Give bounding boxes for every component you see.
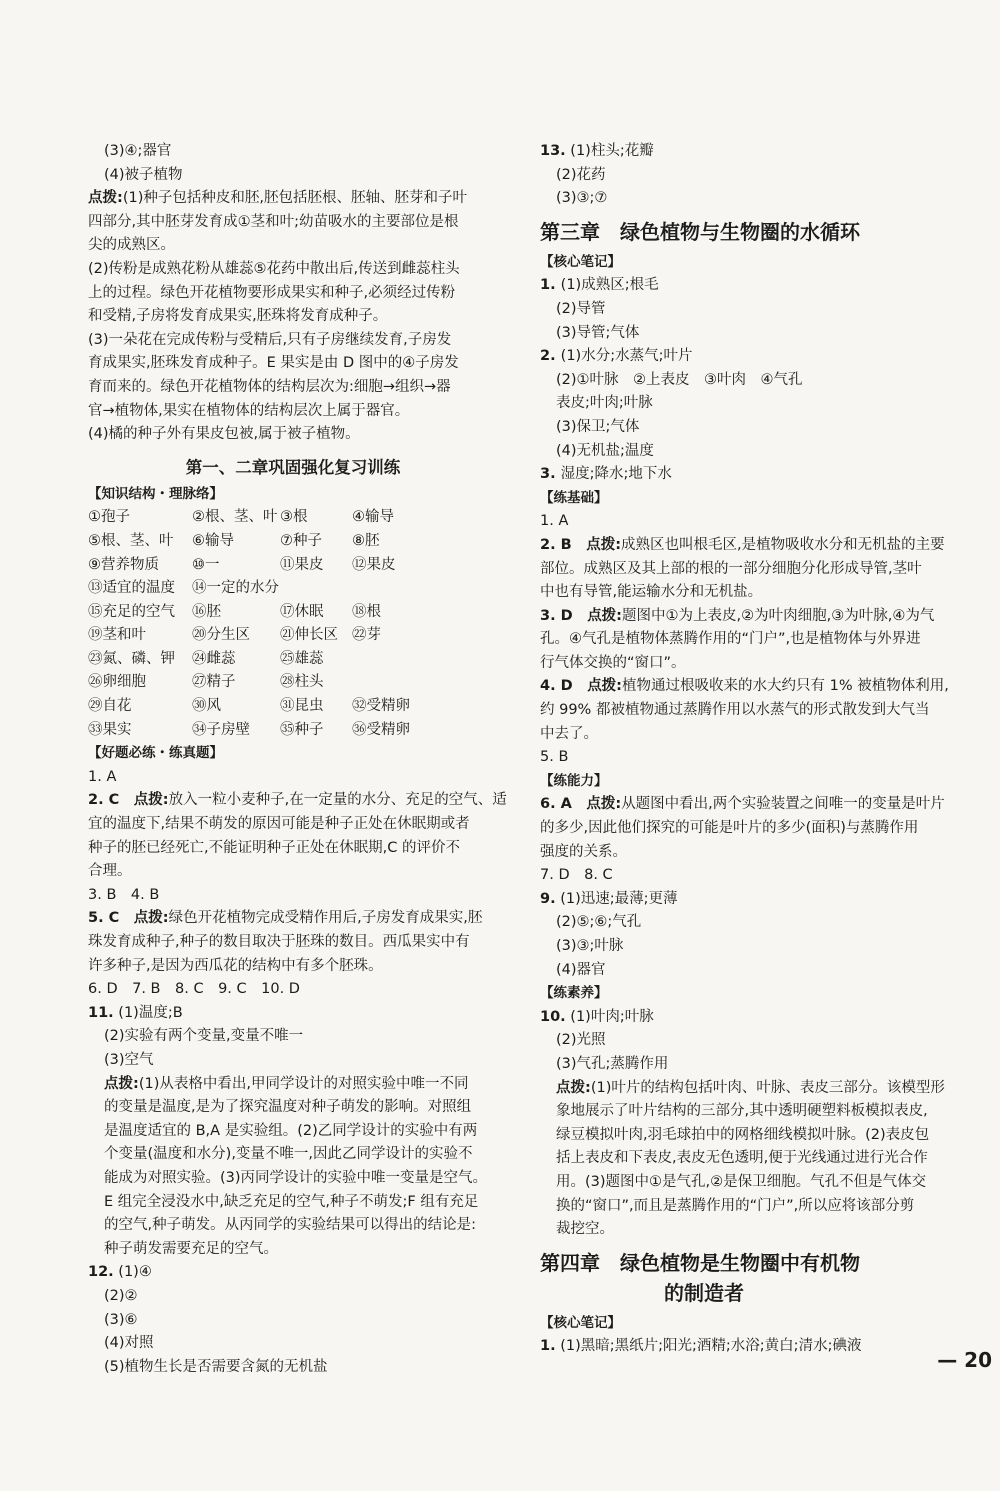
b2-line: 中也有导管,能运输水分和无机盐。: [540, 584, 763, 601]
q2-continuation: [88, 813, 498, 884]
chapter4-title-line2: 的制造者: [664, 1280, 744, 1305]
s10-line: 绿豆模拟叶肉,羽毛球拍中的网格细线模拟叶脉。(2)表皮包: [556, 1126, 930, 1143]
answer-s10: [540, 1006, 950, 1030]
section-title: 第一、二章巩固强化复习训练: [185, 457, 401, 477]
knowledge-cell: ㉘柱头: [280, 674, 324, 691]
tip-line: 育而来的。绿色开花植物体的结构层次为:细胞→组织→器: [88, 378, 451, 395]
core-note-text: (2)导管: [556, 300, 606, 317]
answer-line: (4)被子植物: [104, 166, 183, 183]
q11-num: 11.: [88, 1004, 114, 1021]
tag-literacy: 【练素养】: [540, 985, 608, 1002]
core-note-line: [540, 274, 950, 298]
core-note-line: [540, 298, 950, 322]
s10-line: 换的“窗口”,而且是蒸腾作用的“门户”,所以应将该部分剪: [556, 1197, 915, 1214]
a6-line: 的多少,因此他们探究的可能是叶片的多少(面积)与蒸腾作用: [540, 820, 919, 837]
q11-tip: [88, 1073, 498, 1097]
a9-first: (1)迅速;最薄;更薄: [560, 890, 678, 907]
b2-text: 成熟区也叫根毛区,是植物吸收水分和无机盐的主要: [621, 536, 945, 553]
knowledge-cell: ㉑伸长区: [280, 627, 338, 644]
q11-line: E 组完全浸没水中,缺乏充足的空气,种子不萌发;F 组有充足: [104, 1193, 479, 1210]
b3-continuation: [540, 628, 950, 675]
q13-item: (2)花药: [556, 166, 606, 183]
s10-line: 象地展示了叶片结构的三部分,其中透明硬塑料板模拟表皮,: [556, 1103, 928, 1120]
knowledge-cell: ⑦种子: [280, 532, 322, 549]
q5-text: 绿色开花植物完成受精作用后,子房发育成果实,胚: [168, 910, 483, 927]
knowledge-cell: ㉟种子: [280, 721, 324, 738]
knowledge-cell: ⑬适宜的温度: [88, 580, 175, 597]
knowledge-cell: ⑨营养物质: [88, 556, 159, 573]
b4-line: 约 99% 都被植物通过蒸腾作用以水蒸气的形式散发到大气当: [540, 702, 930, 719]
knowledge-cell: ⑳分生区: [192, 627, 250, 644]
q12-item: (5)植物生长是否需要含氮的无机盐: [104, 1358, 328, 1375]
b3-line: 行气体交换的“窗口”。: [540, 654, 686, 671]
core-note-text: (1)水分;水蒸气;叶片: [560, 348, 693, 365]
answer-q3-4: 3. B 4. B: [88, 886, 160, 903]
chapter3-title: 第三章 绿色植物与生物圈的水循环: [540, 219, 860, 244]
core-note-line: [540, 416, 950, 440]
b2-label: 点拨:: [586, 536, 622, 553]
knowledge-cell: ②根、茎、叶: [192, 509, 278, 526]
tag-basic: 【练基础】: [540, 489, 608, 506]
knowledge-cell: ⑱根: [352, 603, 381, 620]
s10-line: 括上表皮和下表皮,表皮无色透明,便于光线通过进行光合作: [556, 1150, 928, 1167]
b2-line: 部位。成熟区及其上部的根的一部分细胞分化形成导管,茎叶: [540, 560, 922, 577]
q11-first: (1)温度;B: [118, 1004, 183, 1021]
core-note-text: 表皮;叶肉;叶脉: [556, 395, 653, 412]
q13-item: (3)③;⑦: [556, 190, 608, 207]
q11-items: [88, 1025, 498, 1072]
s10-line: 用。(3)题图中①是气孔,②是保卫细胞。气孔不但是气体交: [556, 1173, 927, 1190]
q11-continuation: [88, 1096, 498, 1261]
core-note-line: [540, 463, 950, 487]
knowledge-row: [88, 577, 498, 601]
core-note-num: 3.: [540, 466, 561, 483]
tag-core2: 【核心笔记】: [540, 1314, 621, 1331]
knowledge-cell: ③根: [280, 509, 308, 526]
tip-line: (4)橘的种子外有果皮包被,属于被子植物。: [88, 426, 360, 443]
answer-b3: [540, 605, 950, 629]
knowledge-cell: ㉒芽: [352, 627, 381, 644]
q11-line: 个变量(温度和水分),变量不唯一,因此乙同学设计的实验不: [104, 1146, 473, 1163]
q12-item: (2)②: [104, 1287, 138, 1304]
knowledge-cell: ㉚风: [192, 698, 221, 715]
a6-continuation: [540, 817, 950, 864]
answer-q13: [540, 140, 950, 164]
tip-line: 上的过程。绿色开花植物要形成果实和种子,必须经过传粉: [88, 284, 456, 301]
answer-b5: 5. B: [540, 749, 569, 766]
core-note-text: (4)无机盐;温度: [556, 442, 654, 459]
a6-text: 从题图中看出,两个实验装置之间唯一的变量是叶片: [621, 796, 945, 813]
knowledge-cell: ㉝果实: [88, 721, 132, 738]
core-note-line: [540, 440, 950, 464]
q5-continuation: [88, 931, 498, 978]
b3-label: 点拨:: [587, 607, 622, 624]
s10-first: (1)叶肉;叶脉: [570, 1008, 654, 1025]
b4-label: 点拨:: [587, 678, 622, 695]
tip-label: 点拨:: [88, 190, 123, 207]
core-notes: [540, 274, 950, 486]
answer-line: (3)④;器官: [104, 143, 172, 159]
q11-line: 种子萌发需要充足的空气。: [104, 1240, 278, 1257]
q2-line: 宜的温度下,结果不萌发的原因可能是种子正处在休眠期或者: [88, 816, 470, 833]
q11-line: 的变量是温度,是为了探究温度对种子萌发的影响。对照组: [104, 1099, 472, 1116]
tag-practice: 【好题必练・练真题】: [88, 745, 223, 762]
right-column: [540, 140, 950, 1359]
knowledge-cell: ㉖卵细胞: [88, 674, 146, 691]
left-column: [88, 140, 507, 1379]
tip-line: [88, 187, 498, 211]
knowledge-cell: ㉛昆虫: [280, 698, 324, 715]
answer-a9: [540, 888, 950, 912]
s10-text: (1)叶片的结构包括叶肉、叶脉、表皮三部分。该模型形: [590, 1079, 945, 1096]
q11-item: (3)空气: [104, 1051, 154, 1068]
tag-core: 【核心笔记】: [540, 253, 621, 270]
q5-label: 点拨:: [133, 910, 169, 927]
q13-items: [540, 164, 950, 211]
a9-num: 9.: [540, 890, 556, 907]
b3-text: 题图中①为上表皮,②为叶肉细胞,③为叶脉,④为气: [622, 607, 935, 624]
core-note-text: 湿度;降水;地下水: [560, 466, 672, 483]
b2-continuation: [540, 558, 950, 605]
tag-ability: 【练能力】: [540, 772, 608, 789]
answer-q11: [88, 1002, 498, 1026]
b3-num: 3. D: [540, 607, 573, 624]
q5-line: 许多种子,是因为西瓜花的结构中有多个胚珠。: [88, 957, 383, 974]
a6-line: 强度的关系。: [540, 843, 627, 860]
tip-continuation: [88, 211, 498, 447]
q11-text: (1)从表格中看出,甲同学设计的对照实验中唯一不同: [138, 1075, 469, 1092]
answer-q2: [88, 789, 507, 813]
core-note-line: [540, 369, 950, 393]
q13-num: 13.: [540, 143, 566, 159]
q2-text: 放入一粒小麦种子,在一定量的水分、充足的空气、适: [168, 792, 507, 809]
q12-num: 12.: [88, 1264, 114, 1281]
knowledge-cell: ㉕雄蕊: [280, 650, 324, 667]
knowledge-cell: ㉞子房壁: [192, 721, 250, 738]
answer-q1: 1. A: [88, 768, 117, 785]
core-note-line: [540, 392, 950, 416]
a9-items: [540, 911, 950, 982]
knowledge-cell: ⑤根、茎、叶: [88, 532, 174, 549]
knowledge-cell: ㊱受精卵: [352, 721, 410, 738]
q11-item: (2)实验有两个变量,变量不唯一: [104, 1028, 304, 1045]
a9-item: (4)器官: [556, 961, 606, 978]
q12-items: [88, 1285, 498, 1379]
knowledge-cell: ⑧胚: [352, 532, 380, 549]
c1-num: 1.: [540, 1338, 556, 1355]
q12-first: (1)④: [118, 1264, 152, 1281]
knowledge-row: [88, 648, 498, 672]
answer-b2: [540, 534, 950, 558]
q2-line: 种子的胚已经死亡,不能证明种子正处在休眠期,C 的评价不: [88, 839, 460, 856]
s10-line: 裁挖空。: [556, 1221, 614, 1238]
answer-q5: [88, 907, 498, 931]
knowledge-cell: ④输导: [352, 509, 394, 526]
knowledge-cell: ㉜受精卵: [352, 698, 410, 715]
a9-item: (2)⑤;⑥;气孔: [556, 914, 642, 931]
knowledge-cell: ㉙自花: [88, 698, 132, 715]
answer-q6-10: 6. D 7. B 8. C 9. C 10. D: [88, 981, 300, 998]
answer-b1: 1. A: [540, 513, 569, 530]
tip-line: (3)一朵花在完成传粉与受精后,只有子房继续发育,子房发: [88, 331, 452, 348]
knowledge-cell: ㉓氮、磷、钾: [88, 650, 175, 667]
answer-c1: [540, 1335, 950, 1359]
knowledge-cell: ⑥输导: [192, 532, 234, 549]
core-note-text: (3)保卫;气体: [556, 418, 640, 435]
tip-line: 尖的成熟区。: [88, 237, 175, 254]
knowledge-cell: ㉔雌蕊: [192, 650, 236, 667]
s10-items: [540, 1029, 950, 1076]
knowledge-cell: ⑰休眠: [280, 603, 324, 620]
knowledge-cell: ⑭一定的水分: [192, 580, 279, 597]
chapter4-title-line1: 第四章 绿色植物是生物圈中有机物: [540, 1250, 860, 1275]
b2-num: 2. B: [540, 536, 572, 553]
c1-text: (1)黑暗;黑纸片;阳光;酒精;水浴;黄白;清水;碘液: [560, 1338, 862, 1355]
knowledge-cell: ⑮充足的空气: [88, 603, 175, 620]
s10-item: (2)光照: [556, 1032, 606, 1049]
s10-item: (3)气孔;蒸腾作用: [556, 1055, 669, 1072]
core-note-line: [540, 322, 950, 346]
s10-num: 10.: [540, 1008, 566, 1025]
a9-item: (3)③;叶脉: [556, 938, 624, 954]
q11-line: 的空气,种子萌发。从丙同学的实验结果可以得出的结论是:: [104, 1217, 476, 1234]
q5-num: 5. C: [88, 910, 120, 927]
knowledge-row: [88, 601, 498, 625]
b4-continuation: [540, 699, 950, 746]
knowledge-cell: ①孢子: [88, 509, 130, 526]
knowledge-row: [88, 624, 498, 648]
answer-q12: [88, 1261, 498, 1285]
b4-line: 中去了。: [540, 725, 598, 742]
q2-line: 合理。: [88, 863, 132, 880]
a6-label: 点拨:: [586, 796, 622, 813]
q12-item: (3)⑥: [104, 1311, 138, 1328]
q12-item: (4)对照: [104, 1335, 154, 1352]
knowledge-cell: ⑲茎和叶: [88, 627, 146, 644]
knowledge-cell: ⑩一: [192, 556, 220, 573]
tip-line: 官→植物体,果实在植物体的结构层次上属于器官。: [88, 402, 410, 419]
intro-answers: [88, 140, 498, 187]
knowledge-row: [88, 695, 498, 719]
knowledge-cell: ⑯胚: [192, 603, 221, 620]
core-note-num: 2.: [540, 348, 561, 365]
knowledge-row: [88, 506, 498, 530]
q11-line: 能成为对照实验。(3)丙同学设计的实验中唯一变量是空气。: [104, 1169, 488, 1186]
answer-a6: [540, 793, 950, 817]
core-note-line: [540, 345, 950, 369]
s10-tip: [540, 1077, 950, 1101]
tip-line: 四部分,其中胚芽发育成①茎和叶;幼苗吸水的主要部位是根: [88, 213, 459, 230]
s10-label: 点拨:: [556, 1079, 591, 1096]
knowledge-cell: ㉗精子: [192, 674, 236, 691]
knowledge-row: [88, 554, 498, 578]
knowledge-cell: ⑫果皮: [352, 556, 396, 573]
b4-text: 植物通过根吸收来的水大约只有 1% 被植物体利用,: [622, 678, 949, 695]
page-number: — 20: [937, 1348, 992, 1372]
a6-num: 6. A: [540, 796, 572, 813]
q11-line: 是温度适宜的 B,A 是实验组。(2)乙同学设计的实验中有两: [104, 1122, 478, 1139]
knowledge-row: [88, 671, 498, 695]
knowledge-grid: [88, 506, 498, 742]
answer-a7-8: 7. D 8. C: [540, 867, 613, 884]
knowledge-row: [88, 719, 498, 743]
b4-num: 4. D: [540, 678, 573, 695]
core-note-text: (2)①叶脉 ②上表皮 ③叶肉 ④气孔: [556, 371, 803, 388]
core-note-text: (3)导管;气体: [556, 324, 640, 341]
knowledge-row: [88, 530, 498, 554]
core-note-text: (1)成熟区;根毛: [560, 277, 659, 294]
tip-line: 育成果实,胚珠发育成种子。E 果实是由 D 图中的④子房发: [88, 355, 459, 372]
q11-label: 点拨:: [104, 1075, 139, 1092]
tip-line: 和受精,子房将发育成果实,胚珠将发育成种子。: [88, 308, 388, 325]
q5-line: 珠发育成种子,种子的数目取决于胚珠的数目。西瓜果实中有: [88, 934, 470, 950]
core-note-num: 1.: [540, 277, 561, 294]
tip-text: (1)种子包括种皮和胚,胚包括胚根、胚轴、胚芽和子叶: [122, 190, 467, 207]
tip-line: (2)传粉是成熟花粉从雄蕊⑤花药中散出后,传送到雌蕊柱头: [88, 260, 460, 277]
knowledge-cell: ⑪果皮: [280, 556, 324, 573]
b3-line: 孔。④气孔是植物体蒸腾作用的“门户”,也是植物体与外界进: [540, 631, 921, 648]
tag-knowledge: 【知识结构・理脉络】: [88, 485, 223, 502]
answer-b4: [540, 675, 950, 699]
q2-label: 点拨:: [133, 792, 169, 809]
q2-num: 2. C: [88, 792, 120, 809]
q13-first: (1)柱头;花瓣: [570, 143, 654, 159]
s10-continuation: [540, 1100, 950, 1242]
